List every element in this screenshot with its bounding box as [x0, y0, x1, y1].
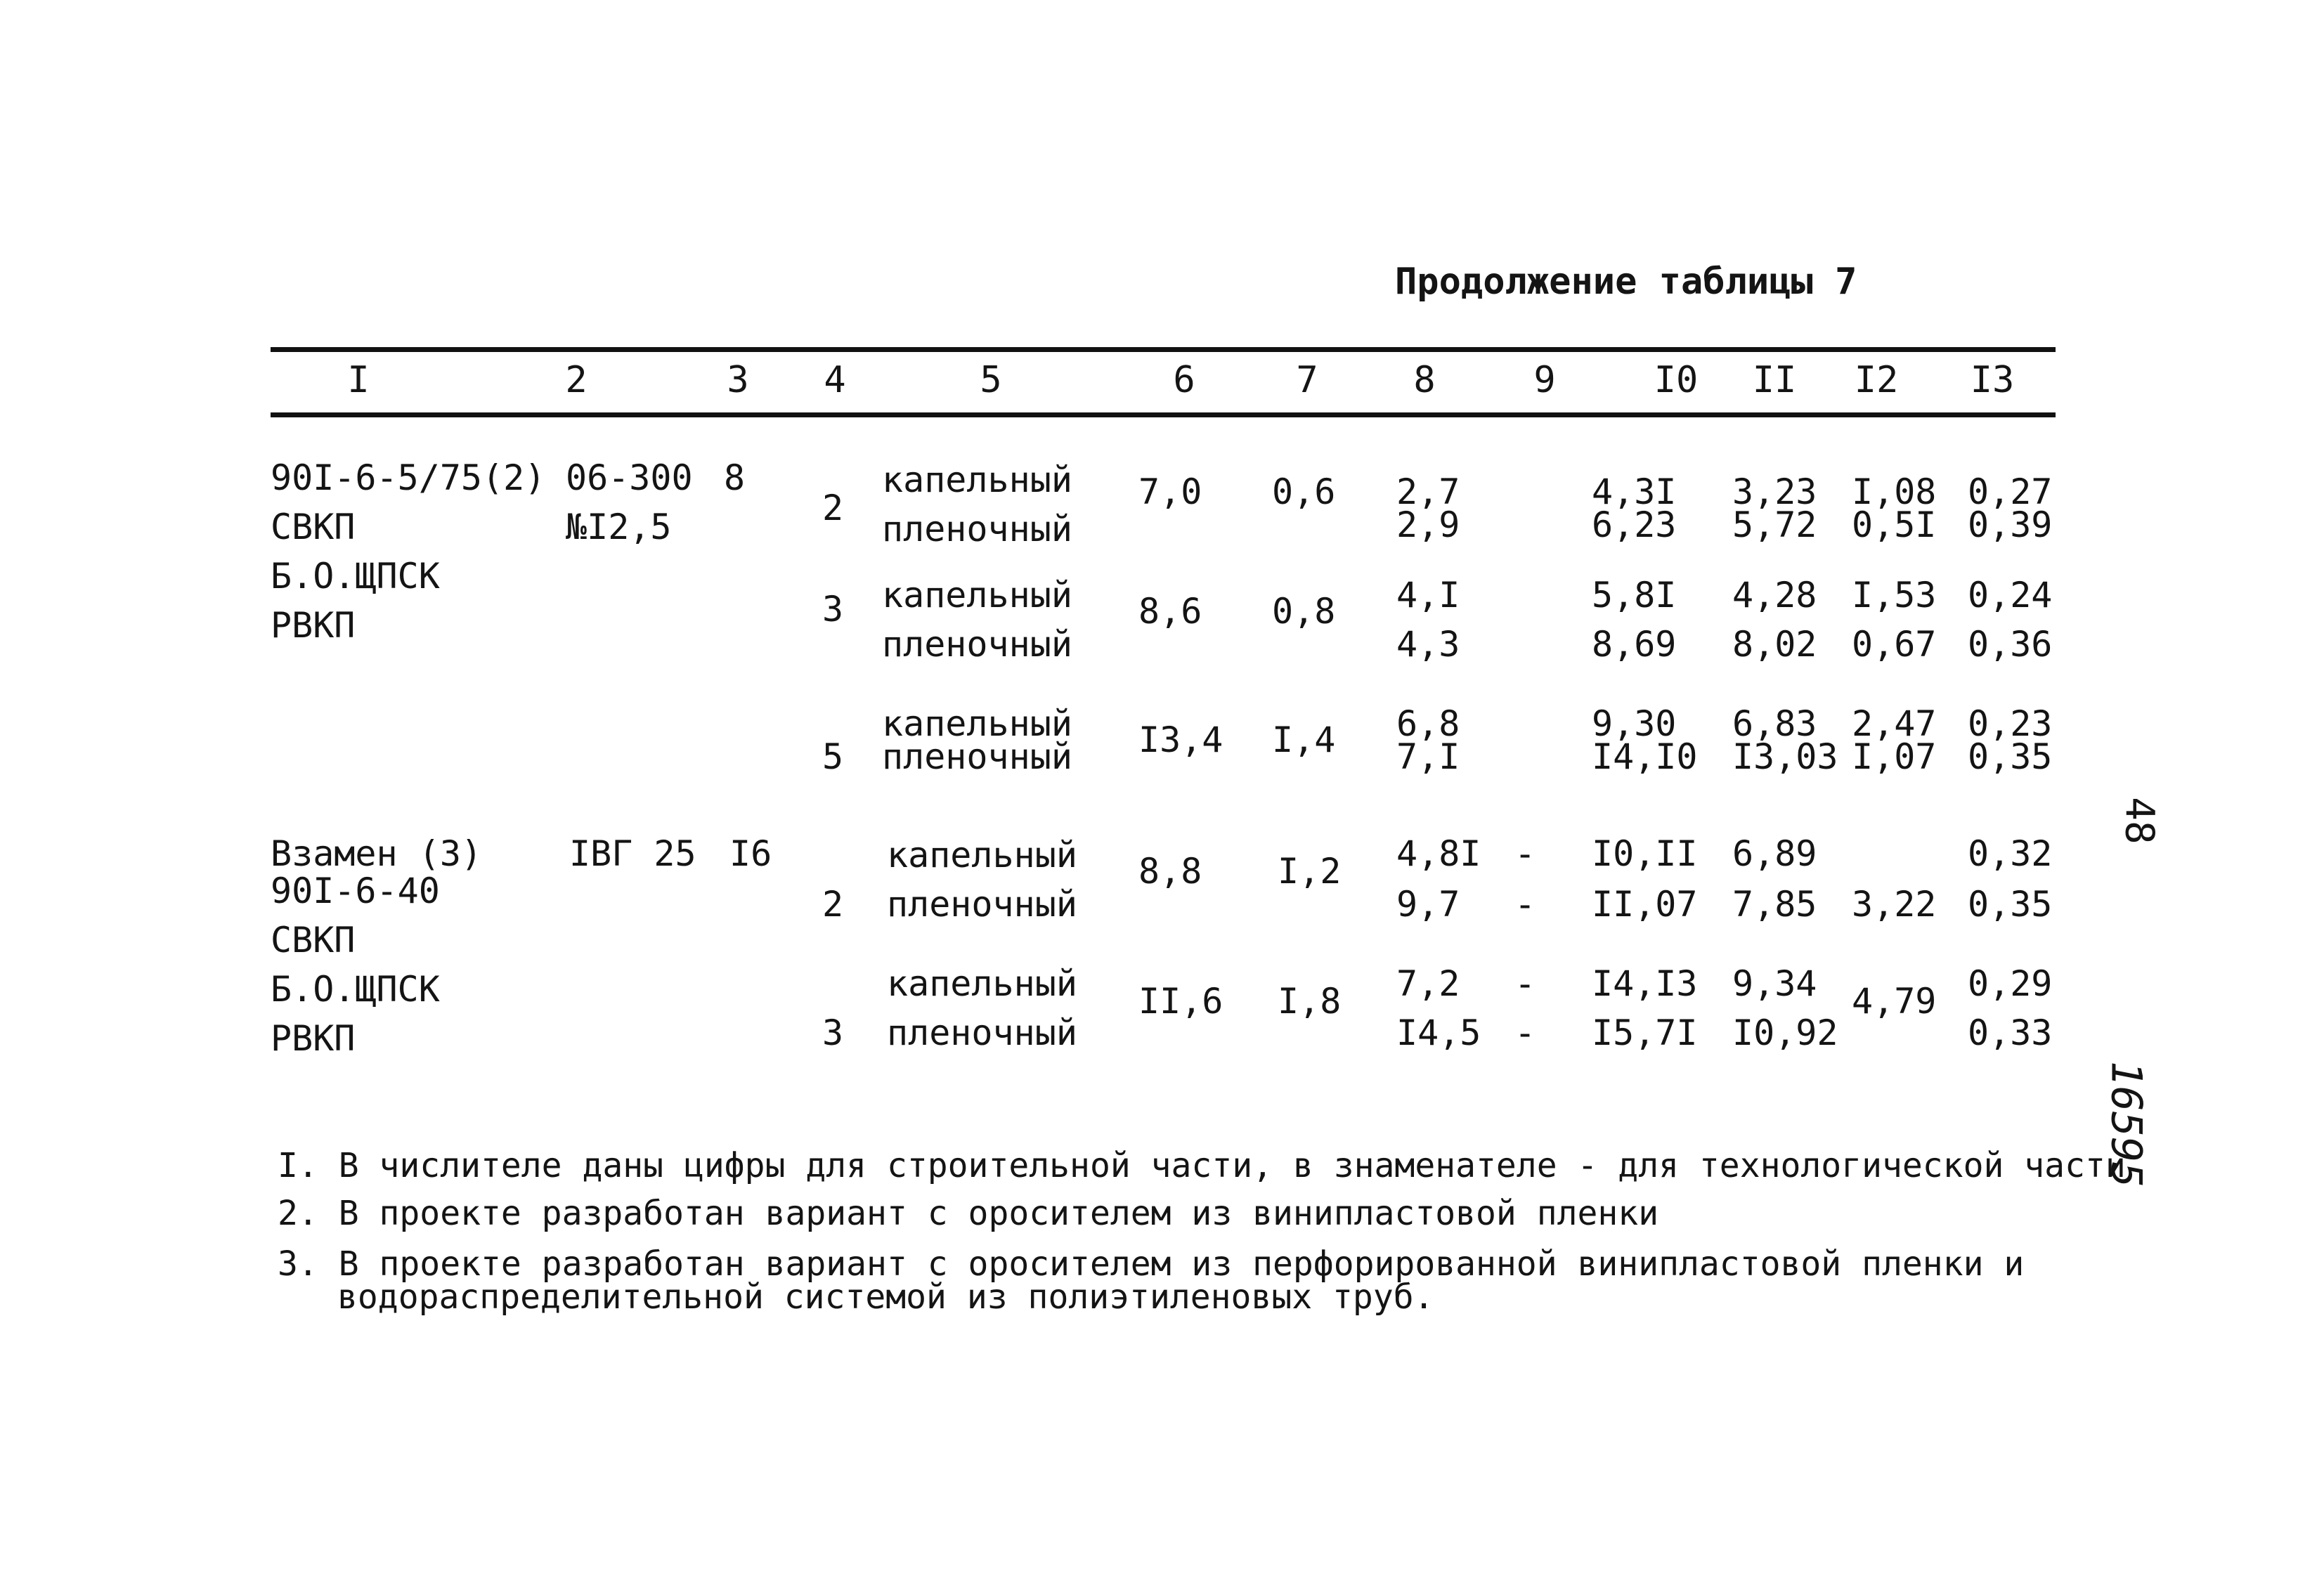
- col11-value: 5,72: [1732, 504, 1817, 545]
- equipment-model: 06-300: [566, 457, 693, 498]
- sprinkler-type: пленочный: [887, 1012, 1077, 1053]
- col11-value: 4,28: [1732, 575, 1817, 616]
- col12-value: I,07: [1852, 736, 1937, 777]
- col7-value: I,2: [1278, 851, 1342, 892]
- project-organization: Б.О.ЩПСК: [271, 969, 440, 1010]
- footnote-3-continuation: водораспределительной системой из полиэтиленовых труб.: [337, 1277, 1434, 1317]
- col13-value: 0,33: [1968, 1012, 2053, 1053]
- col10-value: I4,I3: [1592, 963, 1698, 1004]
- column-header: I0: [1654, 359, 1699, 401]
- col11-value: 3,23: [1732, 471, 1817, 512]
- col6-value: 8,8: [1138, 851, 1202, 892]
- col11-value: 8,02: [1732, 624, 1817, 665]
- footnote-2: 2. В проекте разработан вариант с оросителем из винипластовой пленки: [278, 1194, 1659, 1233]
- col8-value: 4,3: [1396, 624, 1460, 665]
- col11-value: 7,85: [1732, 884, 1817, 925]
- col13-value: 0,35: [1968, 736, 2053, 777]
- column-header: 8: [1413, 359, 1436, 401]
- col8-value: 2,7: [1396, 471, 1460, 512]
- col11-value: I0,92: [1732, 1012, 1838, 1053]
- col12-value: I,53: [1852, 575, 1937, 616]
- project-subtype: РВКП: [271, 1018, 356, 1059]
- col10-value: 6,23: [1592, 504, 1677, 545]
- footnote-1: I. В числителе даны цифры для строительной части, в знаменателе - для технологической части: [278, 1146, 2126, 1185]
- sprinkler-type: капельный: [887, 835, 1077, 875]
- col10-value: 8,69: [1592, 624, 1677, 665]
- col8-value: 9,7: [1396, 884, 1460, 925]
- sprinkler-type: капельный: [882, 575, 1072, 616]
- col8-value: 7,I: [1396, 736, 1460, 777]
- col12-value: 2,47: [1852, 703, 1937, 744]
- column-header: 4: [824, 359, 846, 401]
- col13-value: 0,27: [1968, 471, 2053, 512]
- col8-value: 6,8: [1396, 703, 1460, 744]
- document-stamp-number: 16595: [2101, 1060, 2151, 1188]
- col13-value: 0,35: [1968, 884, 2053, 925]
- col11-value: 6,83: [1732, 703, 1817, 744]
- col8-value: 7,2: [1396, 963, 1460, 1004]
- col7-value: 0,8: [1272, 591, 1336, 632]
- col4-value: 3: [822, 1012, 844, 1053]
- sprinkler-type: пленочный: [882, 624, 1072, 665]
- equipment-model: IВГ 25: [569, 833, 696, 874]
- col7-value: I,8: [1278, 981, 1342, 1022]
- column-header: 2: [565, 359, 588, 401]
- column-header: I: [347, 359, 370, 401]
- table-caption: Продолжение таблицы 7: [1395, 261, 1857, 303]
- col8-value: 4,8I: [1396, 833, 1481, 874]
- project-organization: Б.О.ЩПСК: [271, 556, 440, 597]
- col4-value: 2: [822, 884, 844, 925]
- col11-value: 9,34: [1732, 963, 1817, 1004]
- col10-value: 4,3I: [1592, 471, 1677, 512]
- table-header-rule: [271, 412, 2056, 417]
- column-header: I3: [1970, 359, 2015, 401]
- col4-value: 3: [822, 589, 844, 630]
- sprinkler-type: капельный: [882, 460, 1072, 500]
- col6-value: II,6: [1138, 981, 1223, 1022]
- col13-value: 0,39: [1968, 504, 2053, 545]
- col3-value: I6: [729, 833, 772, 874]
- project-subtype: РВКП: [271, 605, 356, 646]
- col12-value: 0,67: [1852, 624, 1937, 665]
- col11-value: I3,03: [1732, 736, 1838, 777]
- col8-value: 2,9: [1396, 504, 1460, 545]
- col9-value: -: [1514, 963, 1536, 1004]
- col13-value: 0,29: [1968, 963, 2053, 1004]
- col7-value: 0,6: [1272, 471, 1336, 512]
- sprinkler-type: пленочный: [882, 509, 1072, 549]
- table-top-rule: [271, 347, 2056, 352]
- sprinkler-type: пленочный: [882, 736, 1072, 777]
- col8-value: I4,5: [1396, 1012, 1481, 1053]
- col10-value: I4,I0: [1592, 736, 1698, 777]
- sprinkler-type: капельный: [882, 703, 1072, 744]
- col10-value: 5,8I: [1592, 575, 1677, 616]
- sprinkler-type: пленочный: [887, 884, 1077, 925]
- col13-value: 0,36: [1968, 624, 2053, 665]
- col6-value: 7,0: [1138, 471, 1202, 512]
- col10-value: II,07: [1592, 884, 1698, 925]
- col10-value: 9,30: [1592, 703, 1677, 744]
- col7-value: I,4: [1272, 719, 1336, 760]
- column-header: II: [1752, 359, 1797, 401]
- column-header: 3: [727, 359, 749, 401]
- column-header: I2: [1854, 359, 1899, 401]
- col12-value: I,08: [1852, 471, 1937, 512]
- project-code: 90I-6-40: [271, 871, 440, 911]
- page-number: 48: [2116, 797, 2162, 845]
- col9-value: -: [1514, 1012, 1536, 1053]
- col9-value: -: [1514, 884, 1536, 925]
- col9-value: -: [1514, 833, 1536, 874]
- footnote-3: 3. В проекте разработан вариант с оросителем из перфорированной винипластовой пленки и: [278, 1244, 2025, 1284]
- column-header: 7: [1296, 359, 1318, 401]
- col12-value: 0,5I: [1852, 504, 1937, 545]
- col10-value: I5,7I: [1592, 1012, 1698, 1053]
- col13-value: 0,32: [1968, 833, 2053, 874]
- col13-value: 0,23: [1968, 703, 2053, 744]
- equipment-number: №I2,5: [566, 507, 672, 547]
- project-code: 90I-6-5/75(2): [271, 457, 546, 498]
- col12-value: 3,22: [1852, 884, 1937, 925]
- col10-value: I0,II: [1592, 833, 1698, 874]
- col3-value: 8: [724, 457, 746, 498]
- column-header: 9: [1533, 359, 1556, 401]
- column-header: 6: [1173, 359, 1195, 401]
- col6-value: I3,4: [1138, 719, 1223, 760]
- sprinkler-type: капельный: [887, 963, 1077, 1004]
- column-header: 5: [980, 359, 1002, 401]
- col4-value: 5: [822, 736, 844, 777]
- col12-value: 4,79: [1852, 981, 1937, 1022]
- col6-value: 8,6: [1138, 591, 1202, 632]
- project-code: Взамен (3): [271, 833, 483, 874]
- col11-value: 6,89: [1732, 833, 1817, 874]
- col13-value: 0,24: [1968, 575, 2053, 616]
- col4-value: 2: [822, 488, 844, 528]
- col8-value: 4,I: [1396, 575, 1460, 616]
- project-type: СВКП: [271, 920, 356, 960]
- project-type: СВКП: [271, 507, 356, 547]
